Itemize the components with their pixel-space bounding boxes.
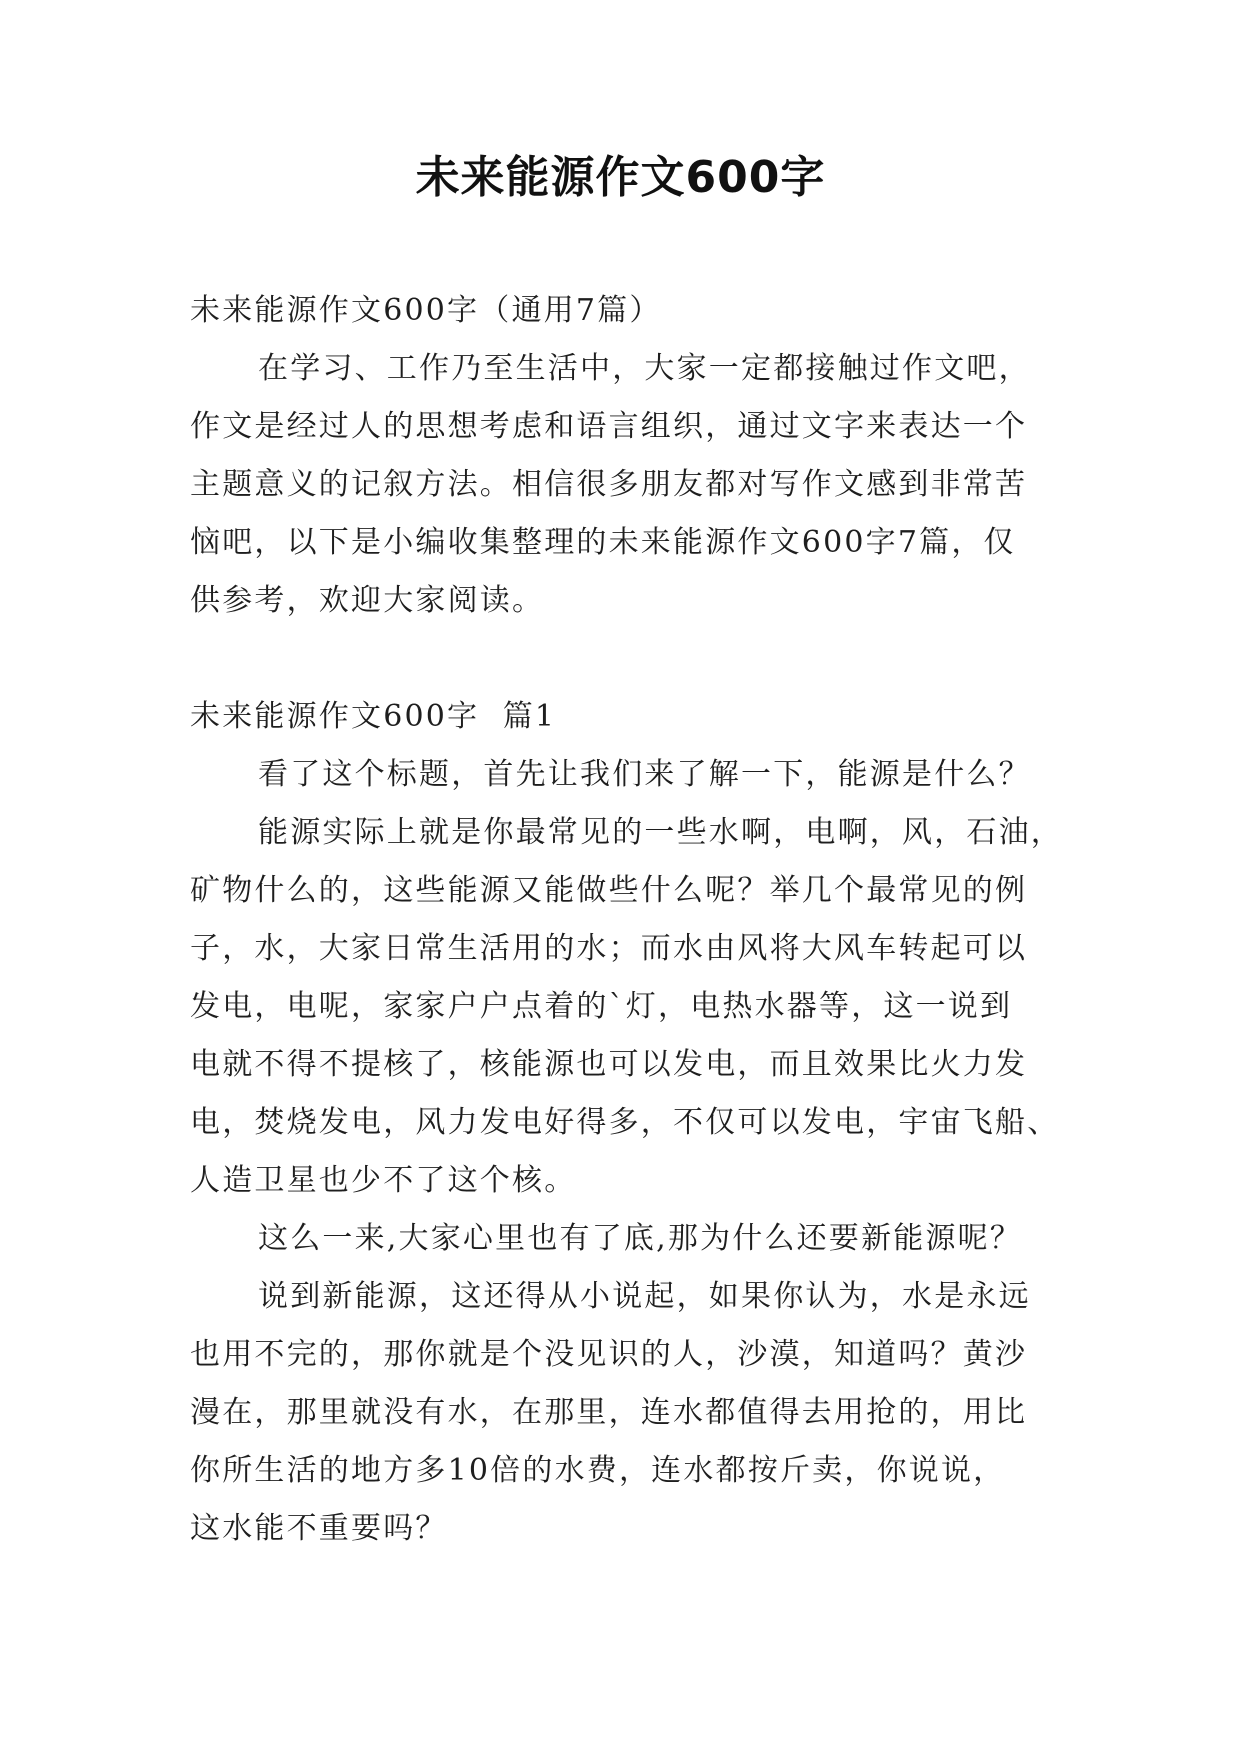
document-subtitle: 未来能源作文600字（通用7篇） — [190, 293, 662, 328]
paragraph-2 — [190, 804, 1070, 1210]
paragraph-1: 看了这个标题，首先让我们来了解一下，能源是什么？ — [258, 757, 1031, 792]
intro-paragraph — [190, 340, 1070, 630]
paragraph-line: 漫在，那里就没有水，在那里，连水都值得去用抢的，用比 — [190, 1395, 1028, 1430]
section-heading: 未来能源作文600字 篇1 — [190, 699, 557, 734]
document-title: 未来能源作文600字 — [415, 152, 826, 203]
paragraph-3: 这么一来,大家心里也有了底,那为什么还要新能源呢？ — [258, 1221, 1023, 1256]
paragraph-line: 矿物什么的，这些能源又能做些什么呢？举几个最常见的例 — [190, 873, 1028, 908]
intro-line: 恼吧，以下是小编收集整理的未来能源作文600字7篇，仅 — [190, 525, 1016, 560]
paragraph-line: 能源实际上就是你最常见的一些水啊，电啊，风，石油， — [258, 815, 1063, 850]
paragraph-line: 电就不得不提核了，核能源也可以发电，而且效果比火力发 — [190, 1047, 1028, 1082]
paragraph-line: 也用不完的，那你就是个没见识的人，沙漠，知道吗？黄沙 — [190, 1337, 1028, 1372]
paragraph-line: 电，焚烧发电，风力发电好得多，不仅可以发电，宇宙飞船、 — [190, 1105, 1060, 1140]
section-spacer — [190, 630, 1070, 688]
document-body — [190, 282, 1070, 1558]
paragraph-line: 子，水，大家日常生活用的水；而水由风将大风车转起可以 — [190, 931, 1028, 966]
intro-line: 供参考，欢迎大家阅读。 — [190, 583, 545, 618]
paragraph-line: 这水能不重要吗？ — [190, 1511, 448, 1546]
paragraph-line: 人造卫星也少不了这个核。 — [190, 1163, 577, 1198]
paragraph-line: 发电，电呢，家家户户点着的`灯，电热水器等，这一说到 — [190, 989, 1013, 1024]
paragraph-line: 你所生活的地方多10倍的水费，连水都按斤卖，你说说， — [190, 1453, 1006, 1488]
intro-line: 作文是经过人的思想考虑和语言组织，通过文字来表达一个 — [190, 409, 1028, 444]
paragraph-line: 说到新能源，这还得从小说起，如果你认为，水是永远 — [258, 1279, 1031, 1314]
intro-line: 主题意义的记叙方法。相信很多朋友都对写作文感到非常苦 — [190, 467, 1028, 502]
intro-line: 在学习、工作乃至生活中，大家一定都接触过作文吧， — [258, 351, 1031, 386]
paragraph-4 — [190, 1268, 1070, 1558]
